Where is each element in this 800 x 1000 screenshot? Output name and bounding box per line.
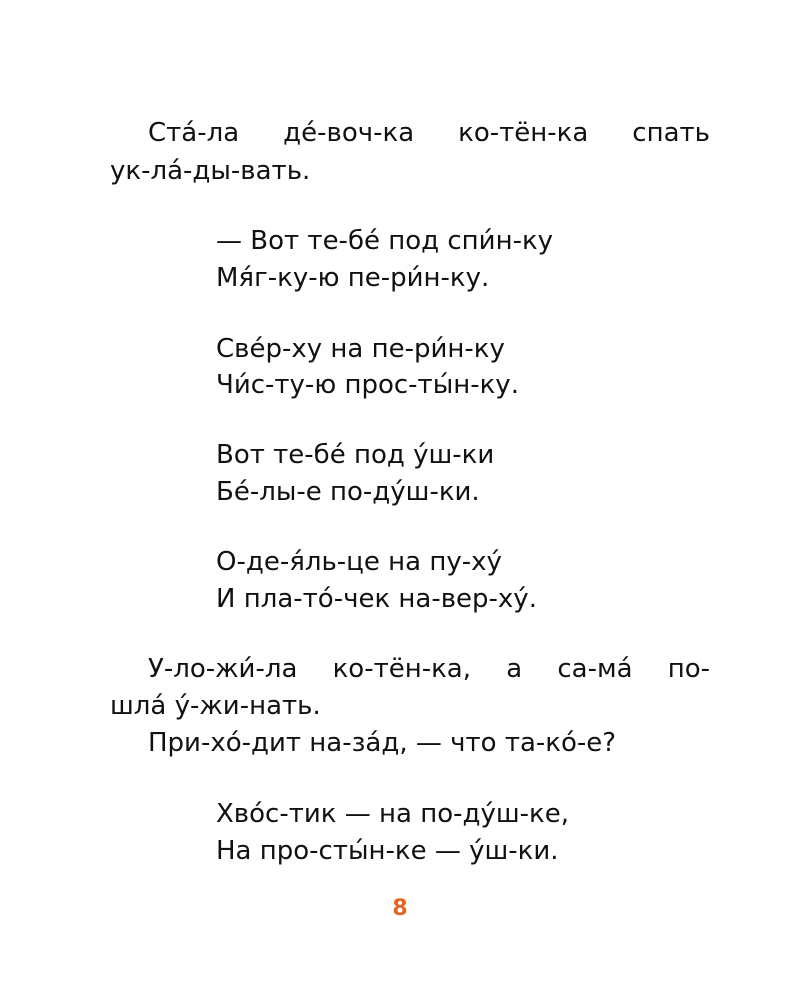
verse-3-line-2: Бе́-лы-е по-ду́ш-ки. [216, 477, 480, 507]
paragraph-2-line-2: шла́ у́-жи-нать. [110, 691, 321, 721]
verse-5-line-2: На про-сты́н-ке — у́ш-ки. [216, 836, 559, 866]
paragraph-2-line-1: У-ло-жи́-ла ко-тён-ка, а са-ма́ по- [148, 654, 710, 684]
verse-5-line-1: Хво́с-тик — на по-ду́ш-ке, [216, 799, 569, 829]
paragraph-2-line-3: При-хо́-дит на-за́д, — что та-ко́-е? [148, 728, 617, 758]
verse-1-line-2: Мя́г-ку-ю пе-ри́н-ку. [216, 263, 490, 293]
paragraph-1-line-1: Ста́-ла де́-воч-ка ко-тён-ка спать [148, 118, 710, 148]
page-number: 8 [392, 896, 408, 921]
verse-2-line-1: Све́р-ху на пе-ри́н-ку [216, 334, 505, 364]
paragraph-1-line-2: ук-ла́-ды-вать. [110, 156, 311, 186]
verse-1-line-1: — Вот те-бе́ под спи́н-ку [216, 226, 554, 256]
verse-2-line-2: Чи́с-ту-ю прос-ты́н-ку. [216, 370, 519, 400]
verse-3-line-1: Вот те-бе́ под у́ш-ки [216, 440, 495, 470]
verse-4-line-1: О-де-я́ль-це на пу-ху́ [216, 547, 502, 577]
verse-4-line-2: И пла-то́-чек на-вер-ху́. [216, 584, 537, 614]
